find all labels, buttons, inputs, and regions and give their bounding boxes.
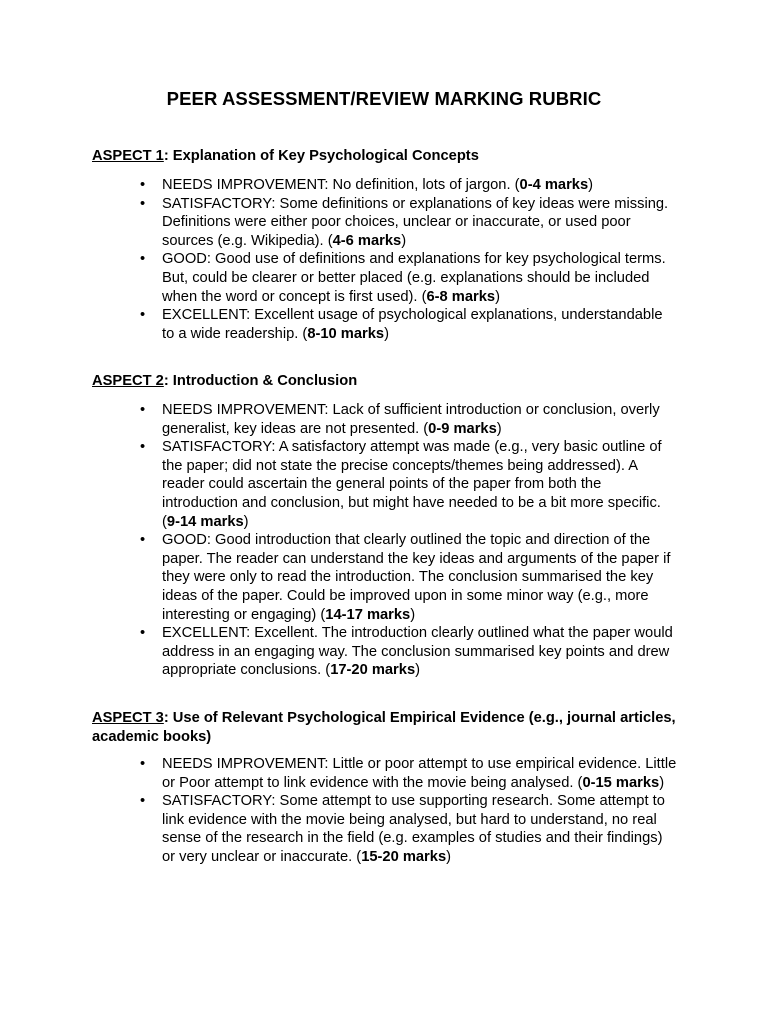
aspect-3-number: ASPECT 3 xyxy=(92,710,164,726)
aspect-2-heading xyxy=(92,372,692,391)
criterion-tail: ) xyxy=(496,420,502,437)
bullet-icon: • xyxy=(140,439,146,456)
criterion-text: GOOD: Good use of definitions and explanations for key psychological terms. But, could be clearer or better placed (e.g. explanations should be included when the word or concept is first used). ( xyxy=(162,251,666,305)
criterion-tail: ) xyxy=(588,177,594,193)
aspect-2-title: : Introduction & Conclusion xyxy=(163,373,358,389)
criterion-tail: ) xyxy=(384,325,389,342)
criterion-marks: 0-15 marks xyxy=(582,774,660,791)
list-item xyxy=(0,792,678,866)
bullet-icon: • xyxy=(140,251,146,268)
criterion-text: SATISFACTORY: Some attempt to use supporting research. Some attempt to link evidence with the movie being analysed, but hard to understand, no real sense of the research in the field (e.g. examples of studies and their findings) or very unclear or inaccurate. ( xyxy=(162,793,665,865)
list-item xyxy=(0,755,678,792)
criterion-text: EXCELLENT: Excellent usage of psychological explanations, understandable to a wide readership. ( xyxy=(162,307,663,342)
criterion-marks: 17-20 marks xyxy=(330,662,416,679)
bullet-icon: • xyxy=(140,625,146,642)
bullet-icon: • xyxy=(140,195,146,212)
aspect-1-criteria-list xyxy=(0,176,678,343)
list-item xyxy=(0,624,678,680)
criterion-tail: ) xyxy=(446,848,452,865)
aspect-1-title: : Explanation of Key Psychological Concepts xyxy=(163,148,479,164)
bullet-icon: • xyxy=(140,532,146,549)
list-item xyxy=(0,306,678,343)
aspect-3-heading xyxy=(92,709,692,746)
bullet-icon: • xyxy=(140,793,146,810)
criterion-marks: 9-14 marks xyxy=(166,513,244,530)
criterion-tail: ) xyxy=(659,774,665,791)
criterion-tail: ) xyxy=(495,288,500,305)
criterion-marks: 6-8 marks xyxy=(426,288,496,305)
criterion-marks: 4-6 marks xyxy=(332,232,402,249)
criterion-marks: 15-20 marks xyxy=(361,848,447,865)
list-item xyxy=(0,250,678,306)
criterion-marks: 8-10 marks xyxy=(307,325,385,342)
aspect-1-heading xyxy=(92,147,692,166)
aspect-2-criteria-list xyxy=(0,401,678,680)
criterion-marks: 0-4 marks xyxy=(519,177,589,193)
aspect-3-criteria-list xyxy=(0,755,678,867)
criterion-tail: ) xyxy=(243,513,249,530)
bullet-icon: • xyxy=(140,307,146,324)
criterion-text: GOOD: Good introduction that clearly outlined the topic and direction of the paper. The reader can understand the key ideas and arguments of the paper if they were only to read the introduction. The conclusion summarised the key ideas of the paper. Could be improved upon in some minor way (e.g., more interesting or engaging) ( xyxy=(162,532,671,623)
criterion-text: NEEDS IMPROVEMENT: No definition, lots of jargon. ( xyxy=(162,177,520,193)
bullet-icon: • xyxy=(140,402,146,418)
criterion-text: NEEDS IMPROVEMENT: Little or poor attempt to use empirical evidence. Little or Poor attempt to link evidence with the movie being analysed. ( xyxy=(162,756,677,791)
aspect-3-title: : Use of Relevant Psychological Empirical Evidence (e.g., journal articles, academic books) xyxy=(92,710,676,745)
list-item xyxy=(0,195,678,251)
criterion-tail: ) xyxy=(401,232,407,249)
list-item xyxy=(0,531,678,624)
bullet-icon: • xyxy=(140,177,146,193)
criterion-tail: ) xyxy=(410,606,416,623)
list-item xyxy=(0,401,678,438)
criterion-marks: 14-17 marks xyxy=(325,606,411,623)
criterion-text: SATISFACTORY: Some definitions or explanations of key ideas were missing. Definitions were either poor choices, unclear or inaccurate, or used poor sources (e.g. Wikipedia). ( xyxy=(162,195,669,249)
criterion-text: NEEDS IMPROVEMENT: Lack of sufficient introduction or conclusion, overly generalist, key ideas are not presented. ( xyxy=(162,402,660,437)
criterion-marks: 0-9 marks xyxy=(428,420,497,437)
page-title: PEER ASSESSMENT/REVIEW MARKING RUBRIC xyxy=(166,88,602,109)
bullet-icon: • xyxy=(140,756,146,772)
list-item xyxy=(0,438,678,531)
criterion-tail: ) xyxy=(415,662,421,679)
list-item xyxy=(0,176,678,195)
aspect-1-number: ASPECT 1 xyxy=(92,148,164,164)
criterion-text: SATISFACTORY: A satisfactory attempt was made (e.g., very basic outline of the paper; did not state the precise concepts/themes being addressed). A reader could ascertain the general points of the paper from both the introduction and conclusion, but might have needed to be a bit more specific. ( xyxy=(162,439,662,530)
criterion-text: EXCELLENT: Excellent. The introduction clearly outlined what the paper would address in an engaging way. The conclusion summarised key points and drew appropriate conclusions. ( xyxy=(162,625,673,679)
aspect-2-number: ASPECT 2 xyxy=(92,373,164,389)
